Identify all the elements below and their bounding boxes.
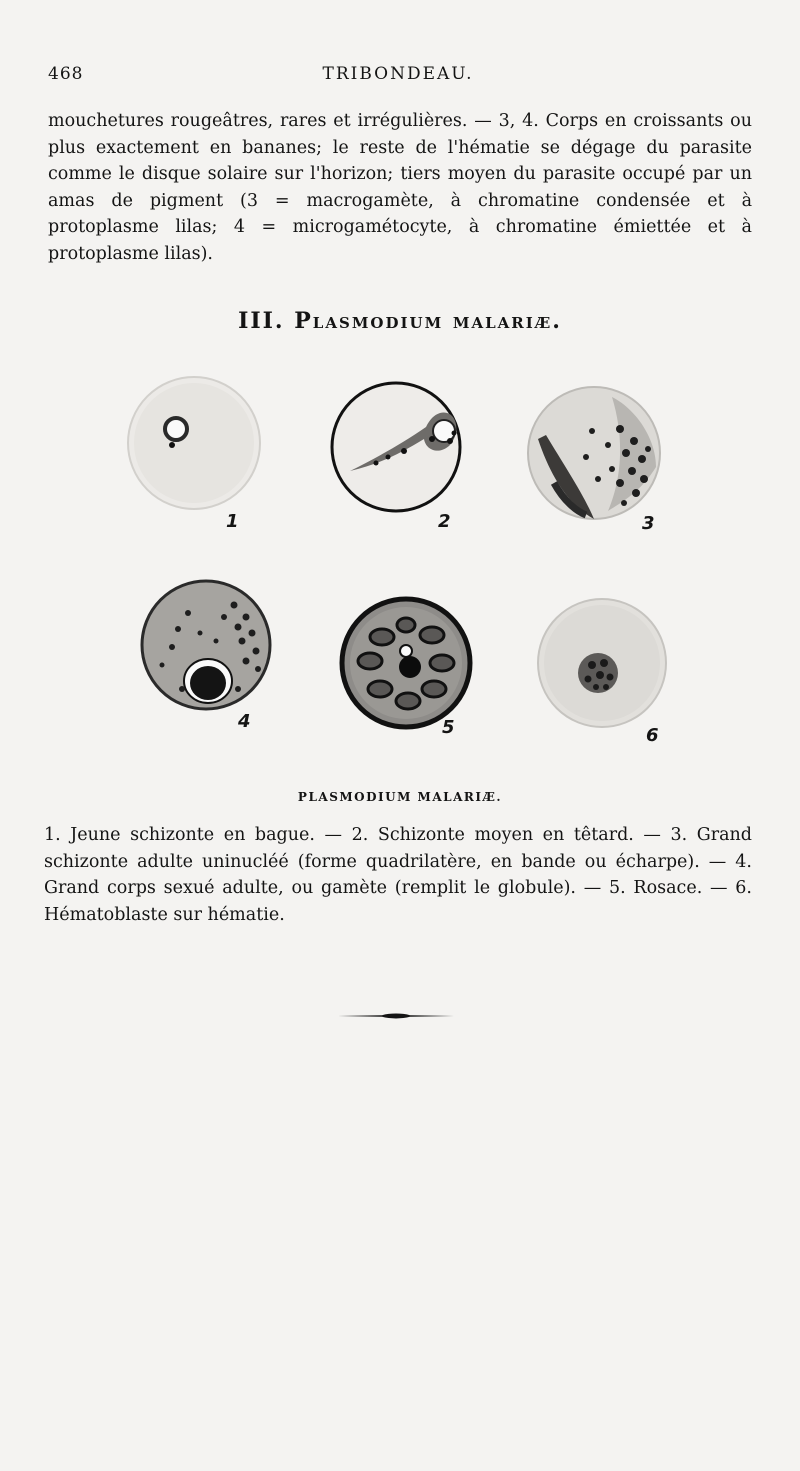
figure-number-5: 5: [442, 717, 455, 738]
figure-plate: [110, 365, 690, 765]
ring-schizont-cell-icon: [124, 373, 264, 513]
band-schizont-cell-icon: [524, 383, 664, 523]
figure-number-2: 2: [438, 511, 451, 532]
figure-number-6: 6: [646, 725, 659, 746]
body-paragraph: mouchetures rougeâtres, rares et irrégulières. — 3, 4. Corps en croissants ou plus exactement en bananes; le reste de l'hématie se dégage du parasite comme le disque solaire sur l'horizon; tiers moyen du parasite occupé par un amas de pigment (3 = macrogamète, à chromatine condensée et à protoplasme lilas; 4 = microgamétocyte, à chromatine émiettée et à protoplasme lilas).: [48, 111, 752, 264]
end-ornament-rule: [338, 1006, 454, 1016]
running-title: TRIBONDEAU.: [322, 64, 474, 84]
figure-title: PLASMODIUM MALARIÆ.: [297, 790, 503, 804]
rosette-cell-icon: [338, 595, 474, 731]
figure-number-4: 4: [238, 711, 251, 732]
figure-caption: 1. Jeune schizonte en bague. — 2. Schizonte moyen en têtard. — 3. Grand schizonte adulte uninucléé (forme quadrilatère, en bande ou écharpe). — 4. Grand corps sexué adulte, ou gamète (remplit le globule). — 5. Rosace. — 6. Hématoblaste sur hématie.: [44, 825, 752, 925]
figure-number-1: 1: [226, 511, 239, 532]
running-head: [48, 64, 748, 88]
section-heading: III. Plasmodium malariæ.: [238, 308, 562, 334]
figure-number-3: 3: [642, 513, 655, 534]
page-number: 468: [48, 64, 84, 84]
tadpole-schizont-cell-icon: [328, 379, 464, 515]
gametocyte-cell-icon: [138, 577, 274, 713]
hematoblast-cell-icon: [534, 595, 670, 731]
